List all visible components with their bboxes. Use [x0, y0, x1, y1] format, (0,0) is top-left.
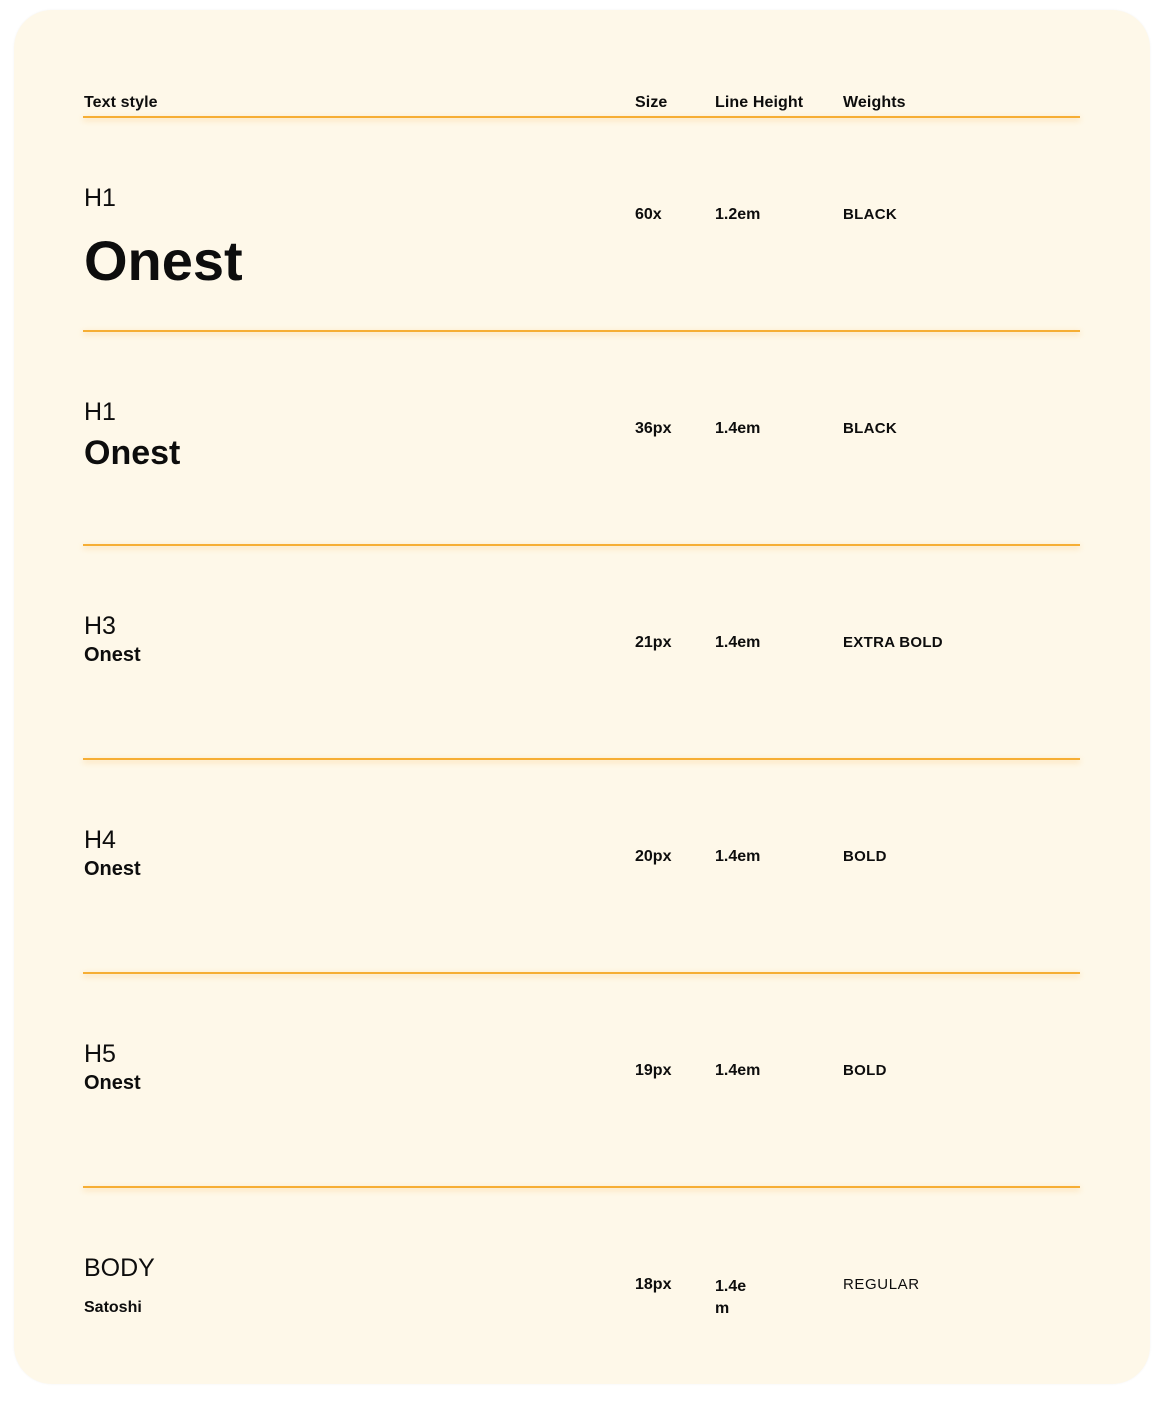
font-name: Onest	[84, 644, 141, 666]
table-row	[14, 1186, 1150, 1384]
table-row	[14, 972, 1150, 1186]
size-value: 19px	[635, 1062, 672, 1079]
header-size: Size	[635, 94, 668, 111]
table-row	[14, 758, 1150, 972]
header-line-height: Line Height	[715, 94, 804, 111]
table-row	[14, 544, 1150, 758]
size-value: 20px	[635, 848, 672, 865]
weight-value: BOLD	[843, 848, 887, 865]
size-value: 60x	[635, 206, 662, 223]
weight-value: BLACK	[843, 420, 897, 437]
weight-value: EXTRA BOLD	[843, 634, 943, 651]
style-tag: H3	[84, 612, 116, 640]
font-name: Satoshi	[84, 1299, 142, 1316]
header-text-style: Text style	[84, 94, 158, 111]
line-height-value: 1.4em	[715, 420, 761, 437]
line-height-value: 1.4em	[715, 848, 761, 865]
table-row	[14, 116, 1150, 330]
font-name: Onest	[84, 858, 141, 880]
table-row	[14, 330, 1150, 544]
line-height-value: 1.2em	[715, 206, 761, 223]
weight-value: REGULAR	[843, 1276, 920, 1293]
font-name: Onest	[84, 229, 243, 292]
weight-value: BOLD	[843, 1062, 887, 1079]
size-value: 36px	[635, 420, 672, 437]
font-name: Onest	[84, 434, 181, 472]
style-tag: H1	[84, 184, 116, 212]
weight-value: BLACK	[843, 206, 897, 223]
line-height-value: 1.4em	[715, 634, 761, 651]
style-tag: H5	[84, 1040, 116, 1068]
line-height-value: 1.4em	[715, 1278, 747, 1317]
style-tag: BODY	[84, 1254, 155, 1282]
typography-card	[14, 10, 1150, 1384]
size-value: 21px	[635, 634, 672, 651]
size-value: 18px	[635, 1276, 672, 1293]
style-tag: H4	[84, 826, 116, 854]
font-name: Onest	[84, 1072, 141, 1094]
style-tag: H1	[84, 398, 116, 426]
header-weights: Weights	[843, 94, 906, 111]
line-height-value: 1.4em	[715, 1062, 761, 1079]
